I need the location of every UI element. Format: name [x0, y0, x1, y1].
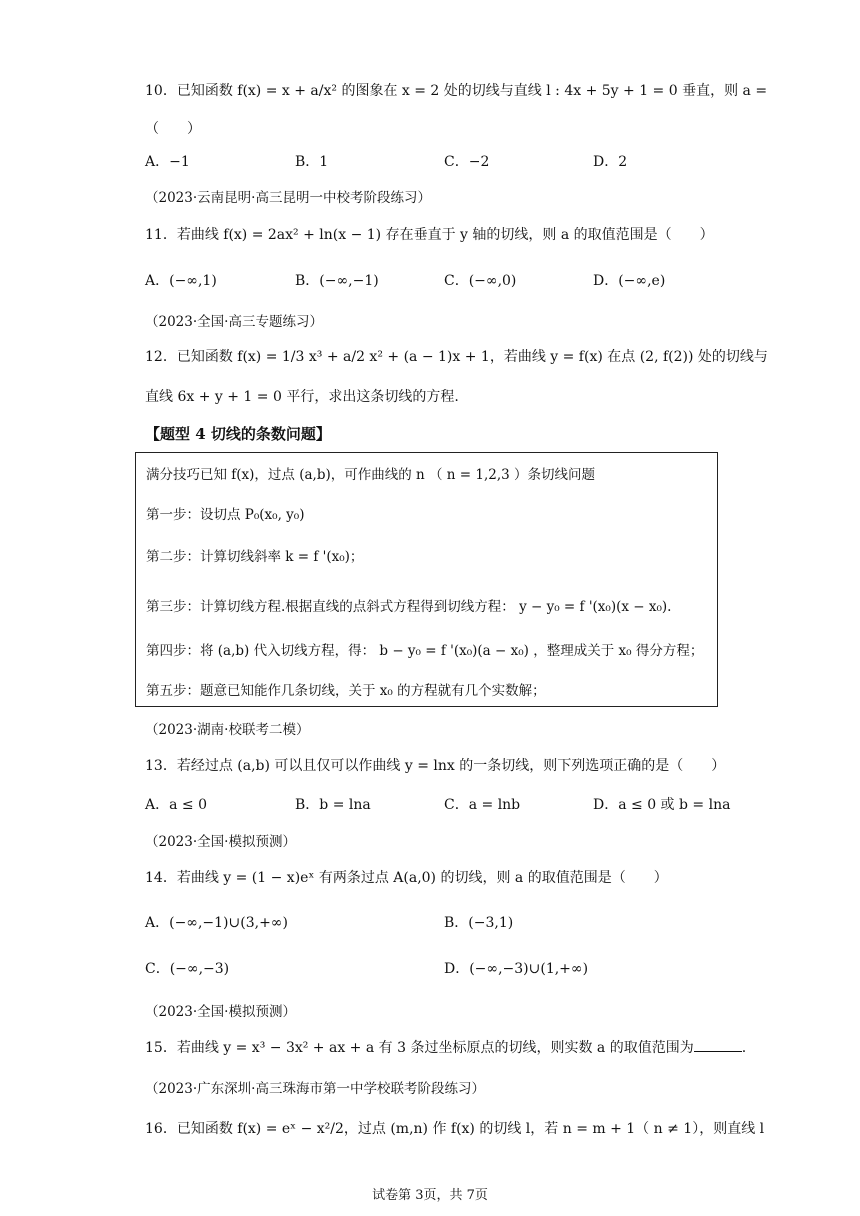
q11-option-a: A．(−∞,1)	[145, 273, 217, 289]
q13-option-b: B．b = lna	[295, 797, 371, 813]
tip-step-3: 第三步：计算切线方程.根据直线的点斜式方程得到切线方程： y − y₀ = f '(x₀)(x − x₀).	[146, 599, 672, 615]
tip-intro: 满分技巧已知 f(x)，过点 (a,b)，可作曲线的 n （ n = 1,2,3 ）条切线问题	[146, 467, 596, 483]
question-12-stem-line2: 直线 6x + y + 1 = 0 平行，求出这条切线的方程.	[145, 389, 459, 405]
tip-step-4: 第四步：将 (a,b) 代入切线方程，得： b − y₀ = f '(x₀)(a − x₀) ，整理成关于 x₀ 得分方程；	[146, 643, 704, 659]
q13-option-d: D．a ≤ 0 或 b = lna	[593, 797, 731, 813]
answer-blank	[694, 1037, 742, 1052]
tip-step-5: 第五步：题意已知能作几条切线，关于 x₀ 的方程就有几个实数解；	[146, 683, 546, 699]
question-13-source: （2023·湖南·校联考二模）	[145, 722, 310, 738]
q14-option-d: D．(−∞,−3)∪(1,+∞)	[444, 961, 589, 977]
question-15-tail: .	[741, 1040, 747, 1056]
page-footer: 试卷第 3页，共 7页	[372, 1188, 488, 1203]
q11-option-c: C．(−∞,0)	[444, 273, 517, 289]
q10-option-d: D．2	[593, 154, 628, 170]
tip-step-2: 第二步：计算切线斜率 k = f '(x₀)；	[146, 549, 364, 565]
question-10-stem: 10．已知函数 f(x) = x + a/x² 的图象在 x = 2 处的切线与直线 l : 4x + 5y + 1 = 0 垂直，则 a =	[145, 83, 768, 99]
question-14-source: （2023·全国·模拟预测）	[145, 834, 296, 850]
q14-option-b: B．(−3,1)	[444, 915, 514, 931]
q11-option-d: D．(−∞,e)	[593, 273, 666, 289]
question-10-paren: （ ）	[145, 121, 201, 137]
question-12-source: （2023·全国·高三专题练习）	[145, 314, 323, 330]
question-11-source: （2023·云南昆明·高三昆明一中校考阶段练习）	[145, 190, 431, 206]
q13-option-c: C．a = lnb	[444, 797, 521, 813]
question-15-source: （2023·全国·模拟预测）	[145, 1004, 296, 1020]
question-14-stem: 14．若曲线 y = (1 − x)eˣ 有两条过点 A(a,0) 的切线，则 a 的取值范围是（ ）	[145, 870, 668, 886]
q11-option-b: B．(−∞,−1)	[295, 273, 379, 289]
question-11-stem: 11．若曲线 f(x) = 2ax² + ln(x − 1) 存在垂直于 y 轴的切线，则 a 的取值范围是（ ）	[145, 227, 714, 243]
q13-option-a: A．a ≤ 0	[145, 797, 207, 813]
q10-option-b: B．1	[295, 154, 329, 170]
question-16-source: （2023·广东深圳·高三珠海市第一中学校联考阶段练习）	[145, 1081, 485, 1097]
q10-option-c: C．−2	[444, 154, 490, 170]
tip-step-1: 第一步：设切点 P₀(x₀, y₀)	[146, 507, 305, 523]
q10-option-a: A．−1	[145, 154, 190, 170]
q14-option-c: C．(−∞,−3)	[145, 961, 230, 977]
question-12-stem-line1: 12．已知函数 f(x) = 1/3 x³ + a/2 x² + (a − 1)x + 1，若曲线 y = f(x) 在点 (2, f(2)) 处的切线与	[145, 349, 768, 365]
question-15-stem: 15．若曲线 y = x³ − 3x² + ax + a 有 3 条过坐标原点的切线，则实数 a 的取值范围为	[145, 1040, 694, 1056]
section-heading: 【题型 4 切线的条数问题】	[145, 425, 331, 443]
question-13-stem: 13．若经过点 (a,b) 可以且仅可以作曲线 y = lnx 的一条切线，则下列选项正确的是（ ）	[145, 758, 726, 774]
question-16-stem: 16．已知函数 f(x) = eˣ − x²/2，过点 (m,n) 作 f(x) 的切线 l，若 n = m + 1（ n ≠ 1），则直线 l	[145, 1121, 765, 1137]
question-15-line	[145, 1037, 746, 1059]
tips-box	[135, 452, 718, 707]
q14-option-a: A．(−∞,−1)∪(3,+∞)	[145, 915, 288, 931]
